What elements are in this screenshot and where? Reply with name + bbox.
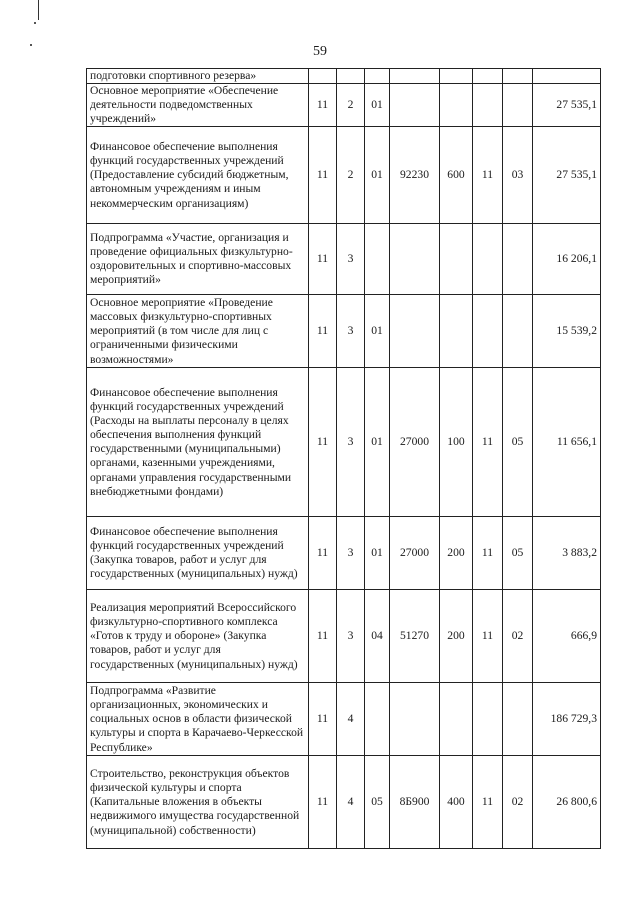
cell-section: 11 xyxy=(473,756,503,849)
cell-subprogram xyxy=(337,69,365,84)
cell-subprogram: 3 xyxy=(337,295,365,368)
cell-program: 11 xyxy=(309,127,337,224)
cell-subprogram: 3 xyxy=(337,517,365,590)
cell-expense-type xyxy=(440,295,473,368)
cell-subsection xyxy=(503,84,533,127)
cell-name: Финансовое обеспечение выполнения функций государственных учреждений (Предоставление субсидий бюджетным, автономным учреждениям и иным некоммерческим организациям) xyxy=(87,127,309,224)
cell-amount xyxy=(533,69,601,84)
cell-program: 11 xyxy=(309,756,337,849)
cell-direction xyxy=(390,69,440,84)
table-row xyxy=(87,295,601,368)
cell-section: 11 xyxy=(473,127,503,224)
cell-name: Подпрограмма «Развитие организационных, экономических и социальных основ в области физической культуры и спорта в Карачаево-Черкесской Республике» xyxy=(87,683,309,756)
cell-subsection: 03 xyxy=(503,127,533,224)
cell-expense-type: 200 xyxy=(440,517,473,590)
cell-main-activity: 04 xyxy=(365,590,390,683)
cell-subsection: 05 xyxy=(503,517,533,590)
cell-expense-type: 100 xyxy=(440,368,473,517)
cell-section: 11 xyxy=(473,517,503,590)
cell-main-activity: 01 xyxy=(365,127,390,224)
cell-section xyxy=(473,683,503,756)
cell-expense-type: 400 xyxy=(440,756,473,849)
cell-amount: 27 535,1 xyxy=(533,84,601,127)
cell-direction: 8Б900 xyxy=(390,756,440,849)
cell-program: 11 xyxy=(309,84,337,127)
cell-direction xyxy=(390,224,440,295)
cell-main-activity: 05 xyxy=(365,756,390,849)
cell-main-activity: 01 xyxy=(365,295,390,368)
cell-amount: 15 539,2 xyxy=(533,295,601,368)
cell-program: 11 xyxy=(309,590,337,683)
table-row xyxy=(87,368,601,517)
table-row xyxy=(87,683,601,756)
cell-subsection: 05 xyxy=(503,368,533,517)
table-body xyxy=(87,69,601,849)
table-row xyxy=(87,517,601,590)
cell-subsection xyxy=(503,683,533,756)
cell-expense-type xyxy=(440,224,473,295)
cell-amount: 27 535,1 xyxy=(533,127,601,224)
cell-amount: 666,9 xyxy=(533,590,601,683)
cell-name: Финансовое обеспечение выполнения функций государственных учреждений (Закупка товаров, работ и услуг для государственных (муниципальных) нужд) xyxy=(87,517,309,590)
cell-amount: 186 729,3 xyxy=(533,683,601,756)
table-row xyxy=(87,84,601,127)
table-row xyxy=(87,590,601,683)
table-row xyxy=(87,127,601,224)
cell-direction: 92230 xyxy=(390,127,440,224)
cell-name: подготовки спортивного резерва» xyxy=(87,69,309,84)
cell-direction: 27000 xyxy=(390,517,440,590)
cell-name: Реализация мероприятий Всероссийского физкультурно-спортивного комплекса «Готов к труду и обороне» (Закупка товаров, работ и услуг для государственных (муниципальных) нужд) xyxy=(87,590,309,683)
cell-main-activity xyxy=(365,69,390,84)
cell-amount: 3 883,2 xyxy=(533,517,601,590)
cell-name: Строительство, реконструкция объектов физической культуры и спорта (Капитальные вложения в объекты недвижимого имущества государственной (муниципальной) собственности) xyxy=(87,756,309,849)
cell-name: Подпрограмма «Участие, организация и проведение официальных физкультурно-оздоровительных и спортивно-массовых мероприятий» xyxy=(87,224,309,295)
cell-name: Основное мероприятие «Проведение массовых физкультурно-спортивных мероприятий (в том числе для лиц с ограниченными физическими возможностями» xyxy=(87,295,309,368)
cell-section xyxy=(473,84,503,127)
cell-expense-type xyxy=(440,69,473,84)
cell-amount: 26 800,6 xyxy=(533,756,601,849)
scan-dot xyxy=(34,22,36,24)
cell-direction xyxy=(390,295,440,368)
cell-section: 11 xyxy=(473,368,503,517)
cell-subprogram: 2 xyxy=(337,127,365,224)
cell-subprogram: 3 xyxy=(337,224,365,295)
cell-main-activity: 01 xyxy=(365,368,390,517)
cell-subprogram: 2 xyxy=(337,84,365,127)
cell-program: 11 xyxy=(309,517,337,590)
cell-expense-type xyxy=(440,84,473,127)
cell-main-activity xyxy=(365,683,390,756)
cell-expense-type xyxy=(440,683,473,756)
cell-amount: 16 206,1 xyxy=(533,224,601,295)
table-row xyxy=(87,756,601,849)
cell-name: Основное мероприятие «Обеспечение деятельности подведомственных учреждений» xyxy=(87,84,309,127)
cell-name: Финансовое обеспечение выполнения функций государственных учреждений (Расходы на выплаты персоналу в целях обеспечения выполнения функций государственными (муниципальными) органами, казенными учреждениями, органами управления государственными внебюджетными фондами) xyxy=(87,368,309,517)
cell-section xyxy=(473,69,503,84)
cell-program: 11 xyxy=(309,683,337,756)
cell-program: 11 xyxy=(309,295,337,368)
margin-mark xyxy=(38,0,39,20)
table-row xyxy=(87,69,601,84)
cell-direction xyxy=(390,683,440,756)
cell-subprogram: 4 xyxy=(337,683,365,756)
cell-subsection xyxy=(503,295,533,368)
cell-program: 11 xyxy=(309,368,337,517)
cell-main-activity: 01 xyxy=(365,517,390,590)
cell-amount: 11 656,1 xyxy=(533,368,601,517)
cell-program xyxy=(309,69,337,84)
cell-direction: 51270 xyxy=(390,590,440,683)
cell-main-activity xyxy=(365,224,390,295)
budget-table xyxy=(86,68,601,849)
cell-direction xyxy=(390,84,440,127)
cell-subsection: 02 xyxy=(503,756,533,849)
cell-expense-type: 200 xyxy=(440,590,473,683)
table-row xyxy=(87,224,601,295)
page-number: 59 xyxy=(313,44,327,59)
cell-subprogram: 3 xyxy=(337,590,365,683)
cell-subsection xyxy=(503,69,533,84)
cell-direction: 27000 xyxy=(390,368,440,517)
cell-main-activity: 01 xyxy=(365,84,390,127)
cell-subsection: 02 xyxy=(503,590,533,683)
cell-subprogram: 3 xyxy=(337,368,365,517)
cell-subsection xyxy=(503,224,533,295)
cell-section: 11 xyxy=(473,590,503,683)
cell-expense-type: 600 xyxy=(440,127,473,224)
cell-subprogram: 4 xyxy=(337,756,365,849)
cell-program: 11 xyxy=(309,224,337,295)
cell-section xyxy=(473,224,503,295)
cell-section xyxy=(473,295,503,368)
